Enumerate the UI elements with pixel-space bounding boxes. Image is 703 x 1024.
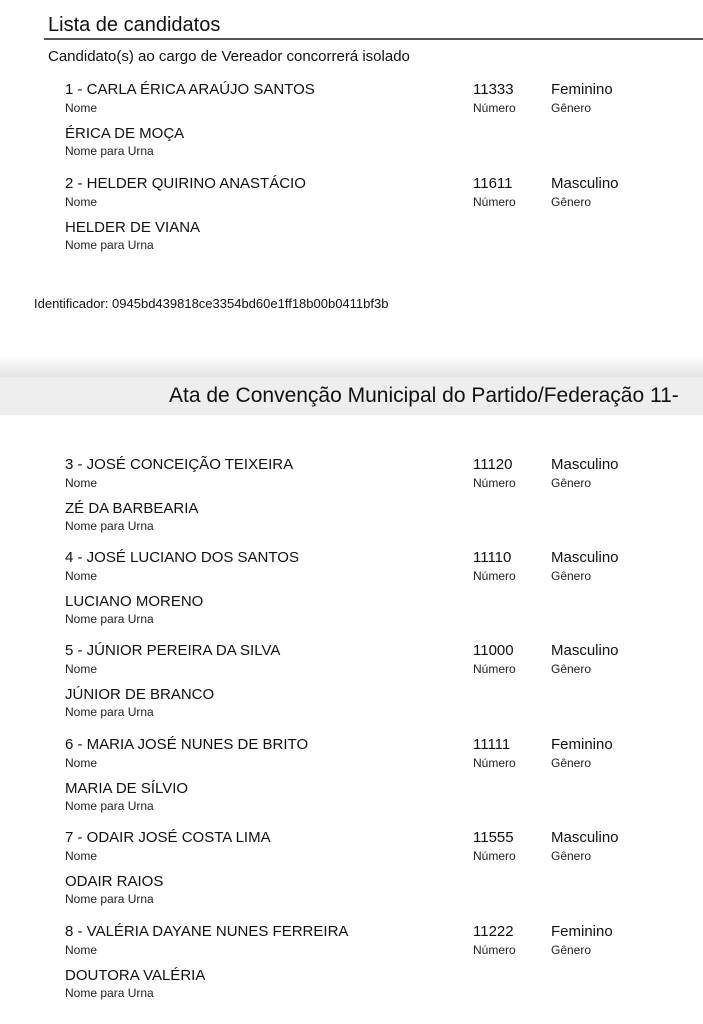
document-page-bottom — [0, 415, 703, 1024]
candidate-gender: Masculino — [551, 549, 619, 566]
candidate-ballot-name: MARIA DE SÍLVIO — [65, 780, 189, 797]
name-label: Nome — [65, 476, 98, 490]
gender-label: Gênero — [551, 101, 592, 115]
number-label: Número — [473, 101, 516, 115]
candidate-name: 8 - VALÉRIA DAYANE NUNES FERREIRA — [65, 923, 349, 940]
gender-label: Gênero — [551, 756, 592, 770]
number-label: Número — [473, 849, 516, 863]
name-label: Nome — [65, 849, 98, 863]
name-label: Nome — [65, 569, 98, 583]
candidate-ballot-name: HELDER DE VIANA — [65, 219, 201, 236]
candidate-gender: Masculino — [551, 456, 619, 473]
name-label: Nome — [65, 195, 98, 209]
document-identifier: Identificador: 0945bd439818ce3354bd60e1ff18b00b0411bf3b — [34, 296, 389, 311]
candidate-number: 11333 — [473, 81, 514, 98]
candidate-entry — [0, 549, 703, 639]
candidate-gender: Feminino — [551, 81, 613, 98]
candidate-ballot-name: ZÉ DA BARBEARIA — [65, 500, 199, 517]
page-header — [0, 377, 703, 415]
ballot-name-label: Nome para Urna — [65, 799, 154, 813]
candidate-ballot-name: ÉRICA DE MOÇA — [65, 125, 185, 142]
candidate-entry — [0, 456, 703, 546]
number-label: Número — [473, 756, 516, 770]
section-divider — [44, 38, 703, 40]
page-separator — [0, 355, 703, 377]
name-label: Nome — [65, 662, 98, 676]
candidate-ballot-name: ODAIR RAIOS — [65, 873, 164, 890]
gender-label: Gênero — [551, 195, 592, 209]
number-label: Número — [473, 569, 516, 583]
candidate-name: 6 - MARIA JOSÉ NUNES DE BRITO — [65, 736, 309, 753]
candidate-entry — [0, 829, 703, 919]
candidate-number: 11111 — [473, 736, 511, 753]
candidate-name: 5 - JÚNIOR PEREIRA DA SILVA — [65, 642, 281, 659]
ballot-name-label: Nome para Urna — [65, 705, 154, 719]
candidate-name: 1 - CARLA ÉRICA ARAÚJO SANTOS — [65, 81, 315, 98]
ballot-name-label: Nome para Urna — [65, 519, 154, 533]
number-label: Número — [473, 943, 516, 957]
candidate-entry — [0, 81, 703, 171]
candidate-entry — [0, 923, 703, 1013]
candidate-ballot-name: DOUTORA VALÉRIA — [65, 967, 206, 984]
candidate-gender: Feminino — [551, 736, 613, 753]
name-label: Nome — [65, 101, 98, 115]
candidate-gender: Masculino — [551, 642, 619, 659]
candidate-number: 11555 — [473, 829, 514, 846]
name-label: Nome — [65, 756, 98, 770]
number-label: Número — [473, 476, 516, 490]
number-label: Número — [473, 662, 516, 676]
ballot-name-label: Nome para Urna — [65, 144, 154, 158]
number-label: Número — [473, 195, 516, 209]
candidate-entry — [0, 175, 703, 265]
section-title: Lista de candidatos — [48, 14, 221, 36]
candidate-entry — [0, 736, 703, 826]
section-subtitle: Candidato(s) ao cargo de Vereador concorrerá isolado — [48, 48, 410, 65]
ballot-name-label: Nome para Urna — [65, 892, 154, 906]
document-page-top — [0, 0, 703, 355]
candidate-name: 3 - JOSÉ CONCEIÇÃO TEIXEIRA — [65, 456, 294, 473]
ballot-name-label: Nome para Urna — [65, 238, 154, 252]
page-header-title: Ata de Convenção Municipal do Partido/Federação 11- — [169, 384, 679, 407]
name-label: Nome — [65, 943, 98, 957]
gender-label: Gênero — [551, 476, 592, 490]
candidate-gender: Masculino — [551, 175, 619, 192]
gender-label: Gênero — [551, 569, 592, 583]
candidate-number: 11110 — [473, 549, 512, 566]
gender-label: Gênero — [551, 943, 592, 957]
gender-label: Gênero — [551, 849, 592, 863]
candidate-number: 11120 — [473, 456, 513, 473]
ballot-name-label: Nome para Urna — [65, 612, 154, 626]
ballot-name-label: Nome para Urna — [65, 986, 154, 1000]
candidate-entry — [0, 642, 703, 732]
gender-label: Gênero — [551, 662, 592, 676]
candidate-gender: Masculino — [551, 829, 619, 846]
candidate-gender: Feminino — [551, 923, 613, 940]
candidate-number: 11611 — [473, 175, 513, 192]
candidate-ballot-name: JÚNIOR DE BRANCO — [65, 686, 215, 703]
candidate-number: 11222 — [473, 923, 514, 940]
candidate-name: 7 - ODAIR JOSÉ COSTA LIMA — [65, 829, 271, 846]
candidate-number: 11000 — [473, 642, 514, 659]
candidate-name: 2 - HELDER QUIRINO ANASTÁCIO — [65, 175, 306, 192]
candidate-ballot-name: LUCIANO MORENO — [65, 593, 204, 610]
candidate-name: 4 - JOSÉ LUCIANO DOS SANTOS — [65, 549, 299, 566]
